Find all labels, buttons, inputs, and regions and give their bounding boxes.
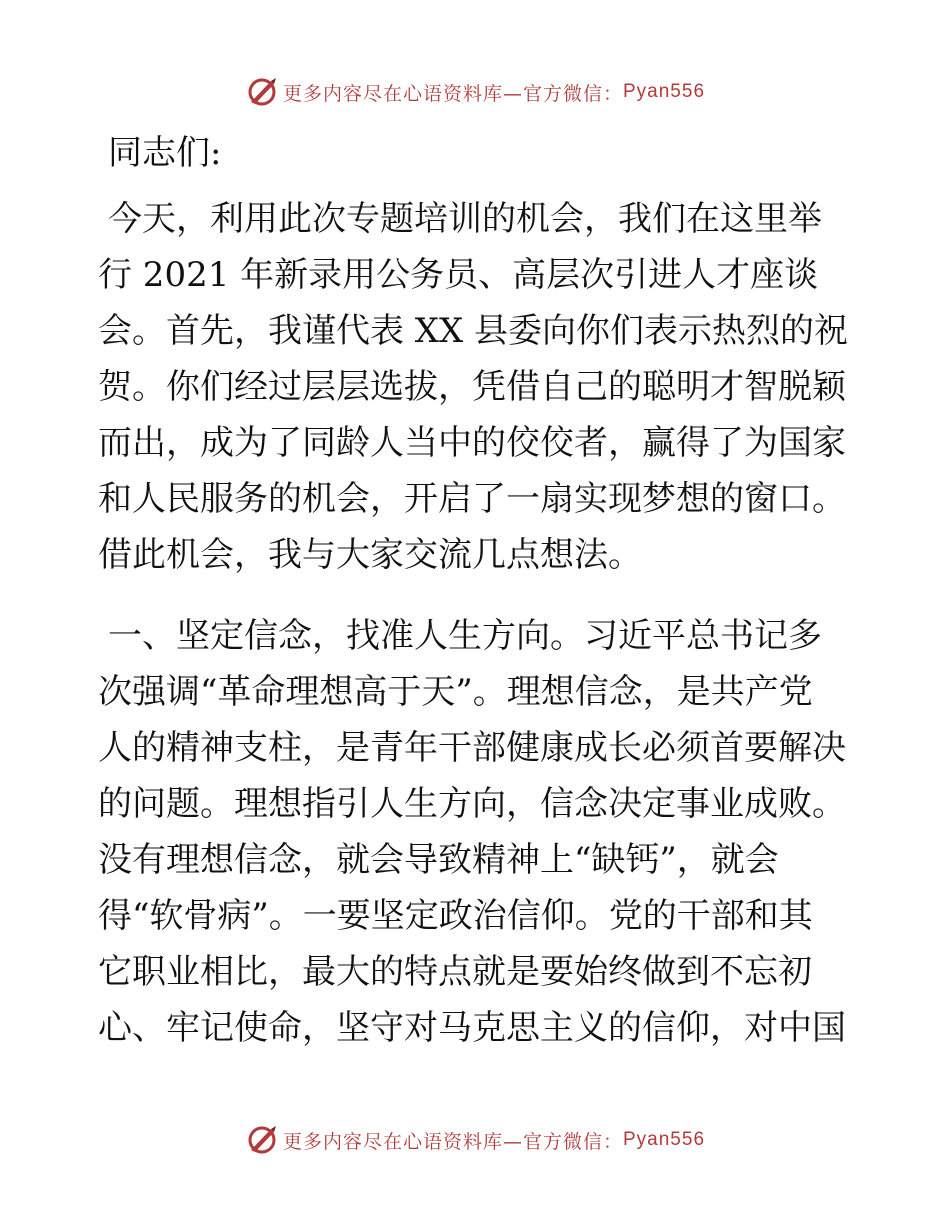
paragraph-1-line-7: 借此机会，我与大家交流几点想法。 (98, 535, 642, 575)
paragraph-1-line-2: 行 2021 年新录用公务员、高层次引进人才座谈 (98, 255, 819, 295)
quill-pen-circle-icon (245, 1123, 279, 1157)
watermark-text: 更多内容尽在心语资料库—官方微信： (282, 82, 623, 105)
paragraph-2-line-7: 它职业相比，最大的特点就是要始终做到不忘初 (98, 952, 812, 992)
paragraph-2-line-6: 得“软骨病”。一要坚定政治信仰。党的干部和其 (98, 896, 813, 936)
paragraph-1-line-4: 贺。你们经过层层选拔，凭借自己的聪明才智脱颖 (98, 367, 846, 407)
paragraph-1-line-3: 会。首先，我谨代表 XX 县委向你们表示热烈的祝 (98, 311, 849, 351)
watermark-banner-top (0, 72, 950, 112)
document-body (98, 124, 858, 1056)
paragraph-2-line-1: 一、坚定信念，找准人生方向。习近平总书记多 (108, 616, 822, 656)
paragraph-1-line-1: 今天，利用此次专题培训的机会，我们在这里举 (108, 199, 822, 239)
paragraph-2-line-4: 的问题。理想指引人生方向，信念决定事业成败。 (98, 784, 846, 824)
paragraph-2-line-3: 人的精神支柱，是青年干部健康成长必须首要解决 (98, 728, 846, 768)
watermark-wechat-id: Pyan556 (623, 1129, 706, 1150)
watermark-text: 更多内容尽在心语资料库—官方微信： (282, 1130, 623, 1153)
greeting: 同志们: (108, 133, 222, 173)
paragraph-2-line-2: 次强调“革命理想高于天”。理想信念，是共产党 (98, 672, 813, 712)
watermark-wechat-id: Pyan556 (623, 81, 706, 102)
paragraph-1-line-5: 而出，成为了同龄人当中的佼佼者，赢得了为国家 (98, 423, 846, 463)
quill-pen-circle-icon (245, 75, 279, 109)
paragraph-2-line-8: 心、牢记使命，坚守对马克思主义的信仰，对中国 (98, 1008, 846, 1048)
watermark-banner-bottom (0, 1120, 950, 1160)
paragraph-2-line-5: 没有理想信念，就会导致精神上“缺钙”，就会 (98, 840, 779, 880)
paragraph-1-line-6: 和人民服务的机会，开启了一扇实现梦想的窗口。 (98, 479, 846, 519)
